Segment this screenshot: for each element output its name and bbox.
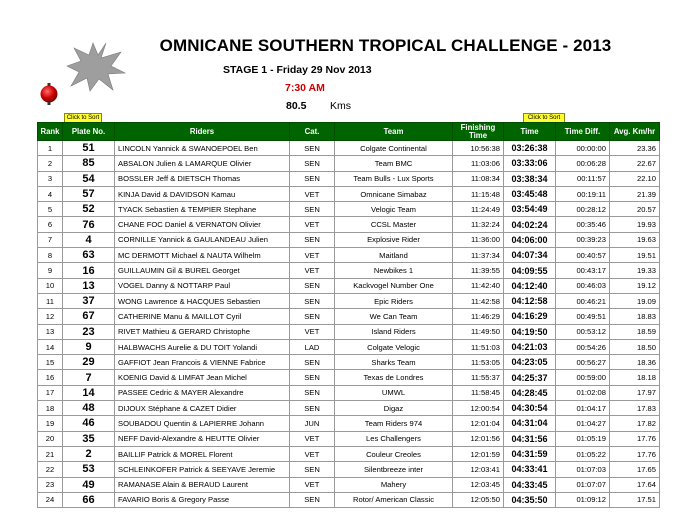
finishing-time-cell: 12:00:54 [453, 401, 504, 416]
team-cell: Newbikes 1 [335, 263, 453, 278]
team-cell: We Can Team [335, 309, 453, 324]
team-cell: Colgate Continental [335, 141, 453, 156]
sort-time-button[interactable]: Click to Sort [523, 113, 565, 124]
riders-cell: HALBWACHS Aurelie & DU TOIT Yolandi [115, 339, 290, 354]
riders-cell: LINCOLN Yannick & SWANOEPOEL Ben [115, 141, 290, 156]
table-row [38, 309, 660, 324]
plate-cell: 16 [63, 263, 115, 278]
rank-cell: 15 [38, 355, 63, 370]
category-cell: LAD [290, 339, 335, 354]
riders-cell: KOENIG David & LIMFAT Jean Michel [115, 370, 290, 385]
time-cell: 04:31:04 [504, 416, 556, 431]
time-diff-cell: 01:05:19 [556, 431, 610, 446]
avg-speed-cell: 17.76 [610, 446, 660, 461]
table-row [38, 416, 660, 431]
finishing-time-cell: 12:01:56 [453, 431, 504, 446]
finishing-time-cell: 11:51:03 [453, 339, 504, 354]
rank-cell: 24 [38, 492, 63, 507]
rank-cell: 8 [38, 248, 63, 263]
category-cell: SEN [290, 401, 335, 416]
team-cell: Silentbreeze inter [335, 462, 453, 477]
plate-cell: 46 [63, 416, 115, 431]
rank-cell: 7 [38, 232, 63, 247]
finishing-time-cell: 10:56:38 [453, 141, 504, 156]
finishing-time-cell: 12:05:50 [453, 492, 504, 507]
avg-speed-cell: 22.67 [610, 156, 660, 171]
team-cell: Explosive Rider [335, 232, 453, 247]
col-cat[interactable]: Cat. [290, 123, 335, 141]
time-diff-cell: 01:04:17 [556, 401, 610, 416]
time-diff-cell: 01:07:07 [556, 477, 610, 492]
team-cell: Texas de Londres [335, 370, 453, 385]
finishing-time-cell: 12:03:45 [453, 477, 504, 492]
team-cell: Velogic Team [335, 202, 453, 217]
time-diff-cell: 01:09:12 [556, 492, 610, 507]
table-row [38, 263, 660, 278]
plate-cell: 29 [63, 355, 115, 370]
stage-info: STAGE 1 - Friday 29 Nov 2013 [223, 64, 372, 76]
time-cell: 03:38:34 [504, 171, 556, 186]
team-cell: Les Challengers [335, 431, 453, 446]
time-cell: 03:45:48 [504, 186, 556, 201]
plate-cell: 13 [63, 278, 115, 293]
category-cell: SEN [290, 309, 335, 324]
plate-cell: 49 [63, 477, 115, 492]
riders-cell: GUILLAUMIN Gil & BUREL Georget [115, 263, 290, 278]
rank-cell: 5 [38, 202, 63, 217]
riders-cell: MC DERMOTT Michael & NAUTA Wilhelm [115, 248, 290, 263]
category-cell: SEN [290, 232, 335, 247]
plate-cell: 7 [63, 370, 115, 385]
category-cell: SEN [290, 355, 335, 370]
table-row [38, 370, 660, 385]
avg-speed-cell: 18.59 [610, 324, 660, 339]
plate-cell: 63 [63, 248, 115, 263]
table-row [38, 401, 660, 416]
plate-cell: 2 [63, 446, 115, 461]
time-diff-cell: 00:54:26 [556, 339, 610, 354]
time-cell: 03:26:38 [504, 141, 556, 156]
time-cell: 04:25:37 [504, 370, 556, 385]
avg-speed-cell: 18.36 [610, 355, 660, 370]
table-row [38, 339, 660, 354]
avg-speed-cell: 17.51 [610, 492, 660, 507]
start-time: 7:30 AM [285, 82, 325, 94]
avg-speed-cell: 19.33 [610, 263, 660, 278]
riders-cell: SCHLEINKOFER Patrick & SEEYAVE Jeremie [115, 462, 290, 477]
plate-cell: 67 [63, 309, 115, 324]
time-diff-cell: 01:07:03 [556, 462, 610, 477]
category-cell: JUN [290, 416, 335, 431]
avg-speed-cell: 19.63 [610, 232, 660, 247]
riders-cell: PASSEE Cedric & MAYER Alexandre [115, 385, 290, 400]
col-team[interactable]: Team [335, 123, 453, 141]
team-cell: CCSL Master [335, 217, 453, 232]
rank-cell: 18 [38, 401, 63, 416]
team-cell: Digaz [335, 401, 453, 416]
time-diff-cell: 00:43:17 [556, 263, 610, 278]
rank-cell: 3 [38, 171, 63, 186]
finishing-time-cell: 11:03:06 [453, 156, 504, 171]
time-diff-cell: 00:49:51 [556, 309, 610, 324]
category-cell: SEN [290, 202, 335, 217]
time-cell: 04:09:55 [504, 263, 556, 278]
time-cell: 04:12:58 [504, 293, 556, 308]
plate-cell: 14 [63, 385, 115, 400]
avg-speed-cell: 19.09 [610, 293, 660, 308]
plate-cell: 66 [63, 492, 115, 507]
rank-cell: 21 [38, 446, 63, 461]
riders-cell: WONG Lawrence & HACQUES Sebastien [115, 293, 290, 308]
riders-cell: KINJA David & DAVIDSON Kamau [115, 186, 290, 201]
time-diff-cell: 00:11:57 [556, 171, 610, 186]
category-cell: SEN [290, 171, 335, 186]
rank-cell: 11 [38, 293, 63, 308]
category-cell: VET [290, 263, 335, 278]
team-cell: Rotor/ American Classic [335, 492, 453, 507]
red-ball-icon [38, 83, 60, 105]
category-cell: SEN [290, 278, 335, 293]
team-cell: Couleur Creoles [335, 446, 453, 461]
time-cell: 04:21:03 [504, 339, 556, 354]
team-cell: UMWL [335, 385, 453, 400]
riders-cell: BAILLIF Patrick & MOREL Florent [115, 446, 290, 461]
page-title: OMNICANE SOUTHERN TROPICAL CHALLENGE - 2013 [159, 36, 612, 55]
team-cell: Sharks Team [335, 355, 453, 370]
time-cell: 04:31:59 [504, 446, 556, 461]
riders-cell: TYACK Sebastien & TEMPIER Stephane [115, 202, 290, 217]
avg-speed-cell: 17.65 [610, 462, 660, 477]
time-cell: 04:06:00 [504, 232, 556, 247]
avg-speed-cell: 22.10 [610, 171, 660, 186]
table-row [38, 293, 660, 308]
finishing-time-cell: 11:15:48 [453, 186, 504, 201]
time-cell: 04:30:54 [504, 401, 556, 416]
rank-cell: 16 [38, 370, 63, 385]
finishing-time-cell: 11:49:50 [453, 324, 504, 339]
time-diff-cell: 00:40:57 [556, 248, 610, 263]
avg-speed-cell: 18.18 [610, 370, 660, 385]
table-row [38, 186, 660, 201]
time-diff-cell: 00:46:03 [556, 278, 610, 293]
plate-cell: 57 [63, 186, 115, 201]
category-cell: VET [290, 217, 335, 232]
category-cell: VET [290, 431, 335, 446]
plate-cell: 37 [63, 293, 115, 308]
table-row [38, 324, 660, 339]
finishing-time-cell: 11:08:34 [453, 171, 504, 186]
time-diff-cell: 00:06:28 [556, 156, 610, 171]
rank-cell: 17 [38, 385, 63, 400]
team-cell: Mahery [335, 477, 453, 492]
rank-cell: 12 [38, 309, 63, 324]
finishing-time-cell: 11:53:05 [453, 355, 504, 370]
time-cell: 04:28:45 [504, 385, 556, 400]
table-row [38, 355, 660, 370]
finishing-time-cell: 12:01:59 [453, 446, 504, 461]
time-diff-cell: 00:56:27 [556, 355, 610, 370]
time-cell: 04:33:45 [504, 477, 556, 492]
category-cell: SEN [290, 385, 335, 400]
time-diff-cell: 01:05:22 [556, 446, 610, 461]
avg-speed-cell: 17.64 [610, 477, 660, 492]
time-cell: 04:31:56 [504, 431, 556, 446]
avg-speed-cell: 18.83 [610, 309, 660, 324]
time-diff-cell: 01:04:27 [556, 416, 610, 431]
plate-cell: 53 [63, 462, 115, 477]
riders-cell: CATHERINE Manu & MAILLOT Cyril [115, 309, 290, 324]
team-cell: Omnicane Simabaz [335, 186, 453, 201]
time-cell: 04:07:34 [504, 248, 556, 263]
category-cell: SEN [290, 462, 335, 477]
riders-cell: FAVARIO Boris & Gregory Passe [115, 492, 290, 507]
riders-cell: ABSALON Julien & LAMARQUE Olivier [115, 156, 290, 171]
category-cell: VET [290, 477, 335, 492]
table-row [38, 278, 660, 293]
category-cell: VET [290, 186, 335, 201]
time-diff-cell: 00:59:00 [556, 370, 610, 385]
team-cell: Island Riders [335, 324, 453, 339]
riders-cell: DIJOUX Stéphane & CAZET Didier [115, 401, 290, 416]
rank-cell: 10 [38, 278, 63, 293]
time-cell: 04:35:50 [504, 492, 556, 507]
col-rank[interactable]: Rank [38, 123, 63, 141]
avg-speed-cell: 17.83 [610, 401, 660, 416]
avg-speed-cell: 19.51 [610, 248, 660, 263]
time-diff-cell: 00:53:12 [556, 324, 610, 339]
distance-value: 80.5 [286, 100, 307, 112]
avg-speed-cell: 21.39 [610, 186, 660, 201]
time-cell: 04:02:24 [504, 217, 556, 232]
rank-cell: 14 [38, 339, 63, 354]
category-cell: SEN [290, 156, 335, 171]
avg-speed-cell: 19.93 [610, 217, 660, 232]
rank-cell: 9 [38, 263, 63, 278]
avg-speed-cell: 18.50 [610, 339, 660, 354]
header-row [38, 123, 660, 141]
team-cell: Team BMC [335, 156, 453, 171]
col-riders[interactable]: Riders [115, 123, 290, 141]
finishing-time-cell: 11:36:00 [453, 232, 504, 247]
rank-cell: 13 [38, 324, 63, 339]
plate-cell: 52 [63, 202, 115, 217]
plate-cell: 9 [63, 339, 115, 354]
table-row [38, 232, 660, 247]
riders-cell: NEFF David-Alexandre & HEUTTE Olivier [115, 431, 290, 446]
finishing-time-cell: 11:39:55 [453, 263, 504, 278]
rank-cell: 20 [38, 431, 63, 446]
time-cell: 03:33:06 [504, 156, 556, 171]
category-cell: VET [290, 324, 335, 339]
rank-cell: 2 [38, 156, 63, 171]
plate-cell: 51 [63, 141, 115, 156]
riders-cell: BOSSLER Jeff & DIETSCH Thomas [115, 171, 290, 186]
time-diff-cell: 00:19:11 [556, 186, 610, 201]
avg-speed-cell: 17.76 [610, 431, 660, 446]
plate-cell: 4 [63, 232, 115, 247]
plate-cell: 54 [63, 171, 115, 186]
time-cell: 04:23:05 [504, 355, 556, 370]
rank-cell: 1 [38, 141, 63, 156]
table-row [38, 462, 660, 477]
riders-cell: RAMANASE Alain & BERAUD Laurent [115, 477, 290, 492]
riders-cell: SOUBADOU Quentin & LAPIERRE Johann [115, 416, 290, 431]
table-row [38, 248, 660, 263]
finishing-time-cell: 11:24:49 [453, 202, 504, 217]
table-row [38, 156, 660, 171]
results-table [37, 122, 660, 508]
plate-cell: 48 [63, 401, 115, 416]
team-cell: Maitland [335, 248, 453, 263]
col-avg[interactable]: Avg. Km/hr [610, 123, 660, 141]
col-time[interactable]: Time [504, 123, 556, 141]
table-row [38, 385, 660, 400]
table-row [38, 202, 660, 217]
category-cell: SEN [290, 293, 335, 308]
riders-cell: CORNILLE Yannick & GAULANDEAU Julien [115, 232, 290, 247]
team-cell: Epic Riders [335, 293, 453, 308]
finishing-time-cell: 12:03:41 [453, 462, 504, 477]
col-finishing-time[interactable]: Finishing Time [453, 123, 504, 141]
avg-speed-cell: 20.57 [610, 202, 660, 217]
plate-cell: 85 [63, 156, 115, 171]
category-cell: SEN [290, 141, 335, 156]
rank-cell: 4 [38, 186, 63, 201]
table-row [38, 217, 660, 232]
time-diff-cell: 00:35:46 [556, 217, 610, 232]
time-cell: 04:33:41 [504, 462, 556, 477]
riders-cell: CHANE FOC Daniel & VERNATON Olivier [115, 217, 290, 232]
finishing-time-cell: 11:42:40 [453, 278, 504, 293]
plate-cell: 76 [63, 217, 115, 232]
avg-speed-cell: 17.82 [610, 416, 660, 431]
time-diff-cell: 00:28:12 [556, 202, 610, 217]
col-time-diff[interactable]: Time Diff. [556, 123, 610, 141]
plate-cell: 35 [63, 431, 115, 446]
riders-cell: VOGEL Danny & NOTTARP Paul [115, 278, 290, 293]
table-row [38, 492, 660, 507]
finishing-time-cell: 12:01:04 [453, 416, 504, 431]
rank-cell: 6 [38, 217, 63, 232]
time-diff-cell: 00:00:00 [556, 141, 610, 156]
avg-speed-cell: 19.12 [610, 278, 660, 293]
plate-cell: 23 [63, 324, 115, 339]
table-row [38, 171, 660, 186]
time-cell: 03:54:49 [504, 202, 556, 217]
team-cell: Kackvogel Number One [335, 278, 453, 293]
finishing-time-cell: 11:58:45 [453, 385, 504, 400]
team-cell: Colgate Velogic [335, 339, 453, 354]
time-cell: 04:19:50 [504, 324, 556, 339]
table-row [38, 477, 660, 492]
time-diff-cell: 00:46:21 [556, 293, 610, 308]
time-diff-cell: 00:39:23 [556, 232, 610, 247]
avg-speed-cell: 23.36 [610, 141, 660, 156]
avg-speed-cell: 17.97 [610, 385, 660, 400]
finishing-time-cell: 11:46:29 [453, 309, 504, 324]
team-cell: Team Bulls - Lux Sports [335, 171, 453, 186]
table-row [38, 141, 660, 156]
time-cell: 04:12:40 [504, 278, 556, 293]
team-cell: Team Riders 974 [335, 416, 453, 431]
category-cell: SEN [290, 370, 335, 385]
finishing-time-cell: 11:37:34 [453, 248, 504, 263]
time-diff-cell: 01:02:08 [556, 385, 610, 400]
rank-cell: 23 [38, 477, 63, 492]
time-cell: 04:16:29 [504, 309, 556, 324]
riders-cell: RIVET Mathieu & GERARD Christophe [115, 324, 290, 339]
riders-cell: GAFFIOT Jean Francois & VIENNE Fabrice [115, 355, 290, 370]
finishing-time-cell: 11:32:24 [453, 217, 504, 232]
category-cell: SEN [290, 492, 335, 507]
col-plate[interactable]: Plate No. [63, 123, 115, 141]
category-cell: VET [290, 446, 335, 461]
rank-cell: 19 [38, 416, 63, 431]
category-cell: VET [290, 248, 335, 263]
table-row [38, 431, 660, 446]
distance-unit: Kms [330, 100, 351, 112]
rank-cell: 22 [38, 462, 63, 477]
sort-plate-button[interactable]: Click to Sort [64, 113, 102, 124]
table-row [38, 446, 660, 461]
finishing-time-cell: 11:55:37 [453, 370, 504, 385]
finishing-time-cell: 11:42:58 [453, 293, 504, 308]
